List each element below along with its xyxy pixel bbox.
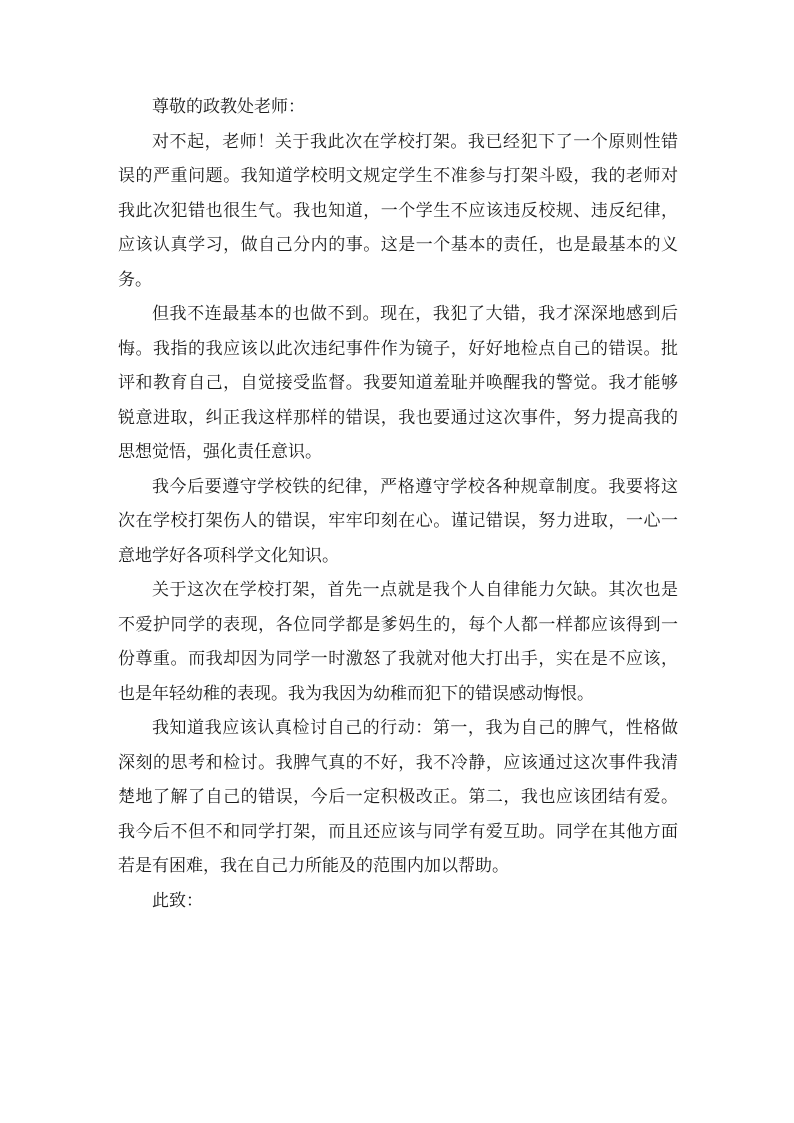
- letter-paragraph-4: 关于这次在学校打架，首先一点就是我个人自律能力欠缺。其次也是不爱护同学的表现，各位同学都是爹妈生的，每个人都一样都应该得到一份尊重。而我却因为同学一时激怒了我就对他大打出手，实在是不应该，也是年轻幼稚的表现。我为我因为幼稚而犯下的错误感动悔恨。: [118, 580, 678, 704]
- letter-document: [118, 90, 678, 918]
- letter-paragraph-2: 但我不连最基本的也做不到。现在，我犯了大错，我才深深地感到后悔。我指的我应该以此次违纪事件作为镜子，好好地检点自己的错误。批评和教育自己，自觉接受监督。我要知道羞耻并唤醒我的警觉。我才能够锐意进取，纠正我这样那样的错误，我也要通过这次事件，努力提高我的思想觉悟，强化责任意识。: [118, 304, 678, 462]
- letter-paragraph-5: 我知道我应该认真检讨自己的行动：第一，我为自己的脾气，性格做深刻的思考和检讨。我脾气真的不好，我不冷静，应该通过这次事件我清楚地了解了自己的错误，今后一定积极改正。第二，我也应该团结有爱。我今后不但不和同学打架，而且还应该与同学有爱互助。同学在其他方面若是有困难，我在自己力所能及的范围内加以帮助。: [118, 718, 678, 876]
- letter-salutation: 尊敬的政教处老师：: [152, 97, 305, 117]
- letter-paragraph-3: 我今后要遵守学校铁的纪律，严格遵守学校各种规章制度。我要将这次在学校打架伤人的错误，牢牢印刻在心。谨记错误，努力进取，一心一意地学好各项科学文化知识。: [118, 476, 678, 566]
- letter-paragraph-1: 对不起，老师！关于我此次在学校打架。我已经犯下了一个原则性错误的严重问题。我知道学校明文规定学生不准参与打架斗殴，我的老师对我此次犯错也很生气。我也知道，一个学生不应该违反校规、违反纪律，应该认真学习，做自己分内的事。这是一个基本的责任，也是最基本的义务。: [118, 131, 678, 290]
- letter-closing: 此致：: [152, 890, 203, 911]
